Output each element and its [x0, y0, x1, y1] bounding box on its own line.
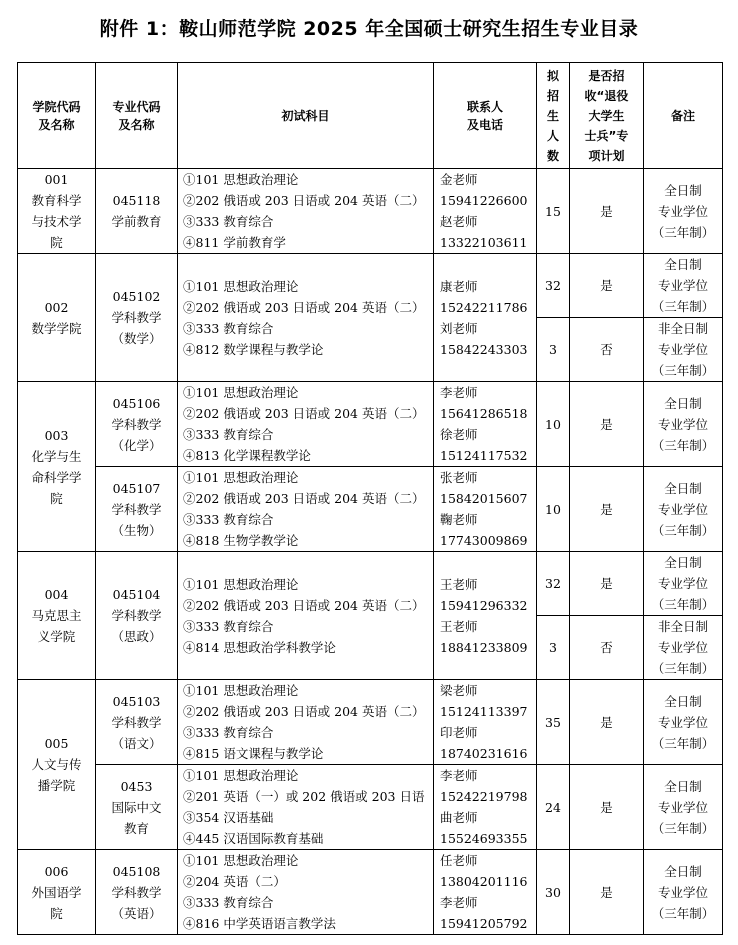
subject-line: ①101 思想政治理论	[183, 576, 299, 592]
note-line: （三年制）	[651, 820, 715, 836]
subject-line: ④812 数学课程与教学论	[183, 341, 324, 357]
college-line: 院	[50, 490, 63, 506]
subject-line: ①101 思想政治理论	[183, 683, 299, 698]
contact-line: 18841233809	[440, 639, 528, 655]
note-line: 专业学位	[657, 714, 708, 730]
table-row	[18, 169, 723, 254]
subject-line: ④445 汉语国际教育基础	[183, 831, 324, 846]
note-cell	[644, 254, 723, 318]
table-row	[18, 552, 723, 616]
major-cell	[96, 169, 178, 254]
college-line: 004	[44, 587, 69, 602]
college-cell	[18, 552, 96, 680]
header-contact: 联系人 及电话	[434, 63, 537, 169]
contact-cell	[434, 382, 537, 467]
note-line: 全日制	[664, 257, 702, 272]
major-cell	[96, 467, 178, 552]
subject-line: ①101 思想政治理论	[183, 470, 299, 485]
page-title: 附件 1：鞍山师范学院 2025 年全国硕士研究生招生专业目录	[99, 18, 639, 40]
college-line: 院	[50, 905, 63, 921]
college-line: 006	[44, 863, 69, 879]
contact-line: 15941205792	[440, 916, 528, 931]
subject-line: ③354 汉语基础	[183, 810, 274, 825]
subject-line: ④816 中学英语语言教学法	[183, 916, 336, 931]
subject-line: ④811 学前教育学	[183, 235, 286, 250]
major-line: 045107	[112, 480, 161, 496]
contact-line: 李老师	[440, 895, 478, 910]
contact-cell	[434, 765, 537, 850]
contact-line: 15941226600	[440, 193, 528, 208]
header-subjects: 初试科目	[178, 63, 434, 169]
veteran-plan-cell: 是	[570, 680, 644, 765]
table-row	[18, 467, 723, 552]
major-line: 045102	[112, 289, 161, 304]
contact-line: 13322103611	[440, 235, 528, 250]
header-note: 备注	[644, 63, 723, 169]
subject-line: ②204 英语（二）	[183, 874, 286, 889]
contact-line: 金老师	[440, 172, 478, 187]
college-line: 002	[44, 299, 69, 315]
subject-line: ③333 教育综合	[183, 895, 274, 910]
note-line: 专业学位	[657, 203, 708, 219]
note-cell	[644, 169, 723, 254]
subject-line: ③333 教育综合	[183, 618, 274, 634]
contact-line: 15842243303	[440, 341, 528, 357]
college-line: 003	[44, 427, 69, 443]
subject-line: ④815 语文课程与教学论	[183, 746, 324, 761]
major-cell	[96, 680, 178, 765]
subjects-cell	[178, 680, 434, 765]
quota-cell: 32	[537, 254, 570, 318]
major-line: （化学）	[111, 437, 162, 453]
subjects-cell	[178, 169, 434, 254]
contact-line: 梁老师	[440, 683, 478, 698]
college-line: 数学学院	[31, 320, 82, 336]
subject-line: ②202 俄语或 203 日语或 204 英语（二）	[183, 491, 425, 506]
subject-line: ①101 思想政治理论	[183, 853, 299, 868]
contact-line: 刘老师	[440, 320, 478, 336]
major-line: 学科教学	[111, 501, 162, 517]
contact-line: 15641286518	[440, 406, 528, 421]
note-line: （三年制）	[651, 363, 715, 378]
subject-line: ④818 生物学教学论	[183, 533, 299, 548]
veteran-plan-cell: 是	[570, 467, 644, 552]
subject-line: ②201 英语（一）或 202 俄语或 203 日语	[183, 789, 425, 804]
major-cell	[96, 850, 178, 935]
major-line: 学科教学	[111, 608, 162, 623]
college-line: 义学院	[37, 629, 76, 644]
note-line: （三年制）	[651, 299, 715, 314]
veteran-plan-cell: 是	[570, 552, 644, 616]
college-line: 005	[44, 736, 69, 751]
table-row	[18, 680, 723, 765]
subjects-cell	[178, 765, 434, 850]
note-line: 专业学位	[657, 278, 708, 293]
quota-cell: 32	[537, 552, 570, 616]
contact-line: 王老师	[440, 618, 478, 634]
contact-line: 任老师	[440, 853, 478, 868]
note-cell	[644, 616, 723, 680]
header-quota: 拟 招 生 人 数	[537, 63, 570, 169]
header-veteran-plan: 是否招 收“退役 大学生 士兵”专 项计划	[570, 63, 644, 169]
college-cell	[18, 254, 96, 382]
contact-line: 康老师	[440, 278, 478, 294]
major-cell	[96, 765, 178, 850]
note-line: （三年制）	[651, 735, 715, 751]
header-major: 专业代码 及名称	[96, 63, 178, 169]
college-cell	[18, 382, 96, 552]
note-cell	[644, 382, 723, 467]
table-row	[18, 382, 723, 467]
subject-line: ①101 思想政治理论	[183, 768, 299, 783]
note-line: （三年制）	[651, 522, 715, 538]
subject-line: ③333 教育综合	[183, 512, 274, 527]
major-line: 学科教学	[111, 416, 162, 432]
note-line: 非全日制	[657, 619, 708, 634]
note-cell	[644, 850, 723, 935]
major-line: 学科教学	[111, 310, 162, 325]
header-college: 学院代码 及名称	[18, 63, 96, 169]
major-line: 045103	[112, 693, 161, 709]
subject-line: ②202 俄语或 203 日语或 204 英语（二）	[183, 299, 425, 315]
note-cell	[644, 765, 723, 850]
quota-cell: 24	[537, 765, 570, 850]
contact-line: 李老师	[440, 768, 478, 783]
note-line: （三年制）	[651, 597, 715, 612]
note-line: 专业学位	[657, 416, 708, 432]
note-cell	[644, 318, 723, 382]
contact-cell	[434, 552, 537, 680]
note-line: 全日制	[664, 395, 702, 411]
note-line: （三年制）	[651, 905, 715, 921]
contact-line: 15242211786	[440, 299, 528, 315]
note-line: （三年制）	[651, 224, 715, 240]
enrollment-table	[17, 62, 723, 935]
major-line: 045104	[112, 587, 161, 602]
quota-cell: 10	[537, 382, 570, 467]
subject-line: ①101 思想政治理论	[183, 385, 299, 400]
major-line: 国际中文	[111, 799, 162, 815]
major-cell	[96, 382, 178, 467]
note-line: 专业学位	[657, 640, 708, 655]
veteran-plan-cell: 是	[570, 254, 644, 318]
subjects-cell	[178, 552, 434, 680]
college-line: 外国语学	[31, 884, 82, 900]
college-line: 人文与传	[31, 757, 82, 772]
college-line: 马克思主	[31, 608, 82, 623]
college-line: 播学院	[37, 778, 76, 793]
contact-line: 18740231616	[440, 746, 528, 761]
college-line: 命科学学	[31, 469, 82, 485]
college-line: 教育科学	[31, 193, 82, 208]
subject-line: ③333 教育综合	[183, 427, 274, 442]
header-row	[18, 63, 723, 169]
contact-line: 15941296332	[440, 597, 528, 613]
major-cell	[96, 254, 178, 382]
note-cell	[644, 552, 723, 616]
veteran-plan-cell: 是	[570, 169, 644, 254]
table-row	[18, 254, 723, 318]
major-line: 教育	[123, 820, 149, 836]
note-cell	[644, 467, 723, 552]
note-line: 全日制	[664, 555, 702, 570]
major-line: （英语）	[111, 905, 162, 921]
subject-line: ①101 思想政治理论	[183, 278, 299, 294]
quota-cell: 15	[537, 169, 570, 254]
subjects-cell	[178, 382, 434, 467]
major-line: （语文）	[111, 735, 162, 751]
note-line: 全日制	[664, 693, 702, 709]
contact-line: 15124117532	[440, 448, 528, 463]
major-line: 学科教学	[111, 714, 162, 730]
college-cell	[18, 169, 96, 254]
contact-line: 印老师	[440, 725, 478, 740]
note-cell	[644, 680, 723, 765]
subject-line: ②202 俄语或 203 日语或 204 英语（二）	[183, 704, 425, 719]
note-line: 专业学位	[657, 799, 708, 815]
note-line: 全日制	[664, 182, 702, 198]
college-cell	[18, 850, 96, 935]
veteran-plan-cell: 是	[570, 765, 644, 850]
major-line: 学科教学	[111, 884, 162, 900]
veteran-plan-cell: 是	[570, 382, 644, 467]
contact-line: 13804201116	[440, 874, 528, 889]
major-line: （数学）	[111, 331, 162, 346]
college-line: 化学与生	[31, 448, 82, 464]
contact-cell	[434, 680, 537, 765]
major-line: （思政）	[111, 629, 162, 644]
major-line: （生物）	[111, 522, 162, 538]
subject-line: ③333 教育综合	[183, 725, 274, 740]
note-line: 专业学位	[657, 576, 708, 591]
contact-line: 赵老师	[440, 214, 478, 229]
contact-cell	[434, 850, 537, 935]
quota-cell: 10	[537, 467, 570, 552]
contact-cell	[434, 467, 537, 552]
contact-line: 15124113397	[440, 704, 528, 719]
subject-line: ②202 俄语或 203 日语或 204 英语（二）	[183, 406, 425, 421]
subjects-cell	[178, 467, 434, 552]
subject-line: ①101 思想政治理论	[183, 172, 299, 187]
college-cell	[18, 680, 96, 850]
table-row	[18, 765, 723, 850]
college-line: 院	[50, 235, 63, 250]
subject-line: ②202 俄语或 203 日语或 204 英语（二）	[183, 597, 425, 613]
note-line: （三年制）	[651, 437, 715, 453]
contact-line: 曲老师	[440, 810, 478, 825]
contact-line: 张老师	[440, 470, 478, 485]
note-line: 专业学位	[657, 501, 708, 517]
contact-cell	[434, 169, 537, 254]
subject-line: ②202 俄语或 203 日语或 204 英语（二）	[183, 193, 425, 208]
contact-line: 李老师	[440, 385, 478, 400]
veteran-plan-cell: 否	[570, 318, 644, 382]
contact-line: 15524693355	[440, 831, 528, 846]
contact-line: 15842015607	[440, 491, 528, 506]
contact-cell	[434, 254, 537, 382]
college-line: 与技术学	[31, 214, 82, 229]
subject-line: ③333 教育综合	[183, 214, 274, 229]
major-line: 0453	[120, 778, 153, 794]
quota-cell: 35	[537, 680, 570, 765]
veteran-plan-cell: 是	[570, 850, 644, 935]
note-line: 专业学位	[657, 342, 708, 357]
major-cell	[96, 552, 178, 680]
subjects-cell	[178, 850, 434, 935]
note-line: 全日制	[664, 778, 702, 794]
note-line: 非全日制	[657, 321, 708, 336]
note-line: （三年制）	[651, 661, 715, 676]
subject-line: ④814 思想政治学科教学论	[183, 639, 336, 655]
college-line: 001	[44, 172, 69, 187]
note-line: 全日制	[664, 480, 702, 496]
quota-cell: 3	[537, 616, 570, 680]
note-line: 专业学位	[657, 884, 708, 900]
quota-cell: 30	[537, 850, 570, 935]
subject-line: ③333 教育综合	[183, 320, 274, 336]
note-line: 全日制	[664, 863, 702, 879]
contact-line: 王老师	[440, 576, 478, 592]
table-body	[18, 169, 723, 935]
major-line: 045118	[112, 193, 161, 208]
contact-line: 鞠老师	[440, 512, 478, 527]
veteran-plan-cell: 否	[570, 616, 644, 680]
contact-line: 徐老师	[440, 427, 478, 442]
table-header	[18, 63, 723, 169]
contact-line: 17743009869	[440, 533, 528, 548]
subject-line: ④813 化学课程教学论	[183, 448, 311, 463]
quota-cell: 3	[537, 318, 570, 382]
contact-line: 15242219798	[440, 789, 528, 804]
subjects-cell	[178, 254, 434, 382]
major-line: 045108	[112, 863, 161, 879]
major-line: 045106	[112, 395, 161, 411]
major-line: 学前教育	[111, 214, 162, 229]
table-row	[18, 850, 723, 935]
